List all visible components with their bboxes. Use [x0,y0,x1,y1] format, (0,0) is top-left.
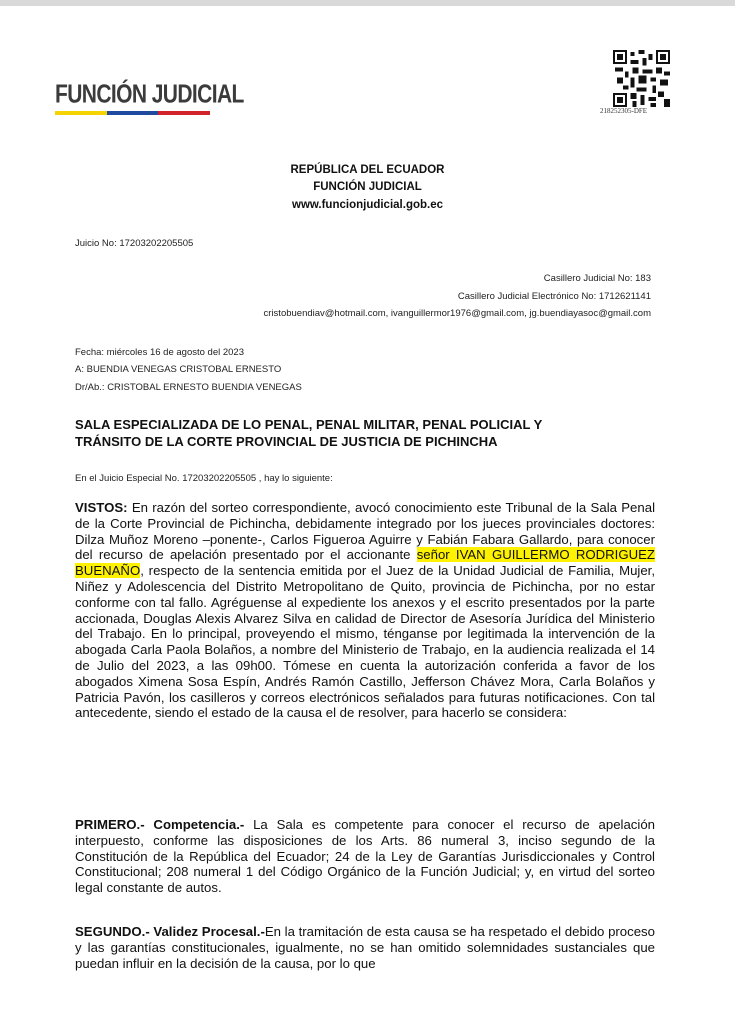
highlighted-name: señor IVAN GUILLERMO RODRIGUEZ BUENAÑO [75,547,655,579]
destinatario: A: BUENDIA VENEGAS CRISTOBAL ERNESTO [75,364,282,375]
segundo-text: En la tramitación de esta causa se ha respetado el debido proceso y las garantías constitucionales, igualmente, no se han omitido solemnidades sustanciales que puedan influir en la decisión de la causa, por lo que [75,924,655,971]
flag-red [158,111,210,115]
qr-code-icon [613,50,670,107]
intro-line: En el Juicio Especial No. 17203202205505 , hay lo siguiente: [75,473,333,484]
header-republica: REPÚBLICA DEL ECUADOR [290,164,445,176]
primero-label: PRIMERO.- Competencia.- [75,817,245,832]
casillero-electronico: Casillero Judicial Electrónico No: 1712621141 [457,291,651,302]
primero-paragraph [75,817,655,896]
sala-title-line2: TRÁNSITO DE LA CORTE PROVINCIAL DE JUSTICIA DE PICHINCHA [75,434,498,449]
logo-flag-stripe [55,111,210,115]
flag-yellow [55,111,107,115]
document-page [0,6,735,1011]
juicio-number: Juicio No: 17203202205505 [75,238,194,249]
vistos-text-a: En razón del sorteo correspondiente, avocó conocimiento este Tribunal de la Sala Penal de la Corte Provincial de Pichincha, debidamente integrado por los jueces provinciales doctores: Dilza Muñoz Moreno –ponente-, Carlos Figueroa Aguirre y Fabián Fabara Gallardo, para conocer del recurso de apelación presentado por el accionante [75,500,655,563]
primero-text: La Sala es competente para conocer el recurso de apelación interpuesto, conforme las disposiciones de los Arts. 86 numeral 3, inciso segundo de la Constitución de la República del Ecuador; 24 de la Ley de Garantías Jurisdiccionales y Control Constitucional; 208 numeral 1 del Código Orgánico de la Función Judicial; y, en virtud del sorteo legal constante de autos. [75,817,655,896]
header-funcion-judicial: FUNCIÓN JUDICIAL [313,181,422,193]
segundo-paragraph [75,924,655,971]
fecha: Fecha: miércoles 16 de agosto del 2023 [75,347,244,358]
vistos-paragraph [75,500,655,721]
flag-blue [107,111,159,115]
funcion-judicial-logo [55,80,244,109]
email-list: cristobuendiav@hotmail.com, ivanguillermor1976@gmail.com, jg.buendiayasoc@gmail.com [263,308,651,319]
casillero-judicial: Casillero Judicial No: 183 [543,273,651,284]
sala-title-line1: SALA ESPECIALIZADA DE LO PENAL, PENAL MILITAR, PENAL POLICIAL Y [75,417,543,432]
segundo-label: SEGUNDO.- Validez Procesal.- [75,924,265,939]
vistos-text-b: , respecto de la sentencia emitida por el Juez de la Unidad Judicial de Familia, Mujer, Niñez y Adolescencia del Distrito Metropolitano de Quito, provincia de Pichincha, por no estar conforme con tal fallo. Agréguense al expediente los anexos y el escrito presentados por la parte accionada, Douglas Alexis Alvarez Silva en calidad de Director de Asesoría Jurídica del Ministerio del Trabajo. En lo principal, proveyendo el mismo, ténganse por legitimada la intervención de la abogada Carla Paola Bolaños, a nombre del Ministerio de Trabajo, en la audiencia realizada el 14 de Julio del 2023, a las 09h00. Tómese en cuenta la autorización conferida a favor de los abogados Ximena Sosa Espín, Andrés Ramón Castillo, Jefferson Chávez Mora, Carla Bolaños y Patricia Pavón, los casilleros y correos electrónicos señalados para futuras notificaciones. Con tal antecedente, siendo el estado de la causa el de resolver, para hacerlo se considera: [75,563,655,721]
logo-text: FUNCIÓN JUDICIAL [55,80,244,109]
sala-title [75,416,665,450]
vistos-label: VISTOS: [75,500,128,515]
header-website: www.funcionjudicial.gob.ec [292,199,443,211]
qr-code-label: 218252305-DFE [600,107,648,115]
abogado: Dr/Ab.: CRISTOBAL ERNESTO BUENDIA VENEGAS [75,382,302,393]
